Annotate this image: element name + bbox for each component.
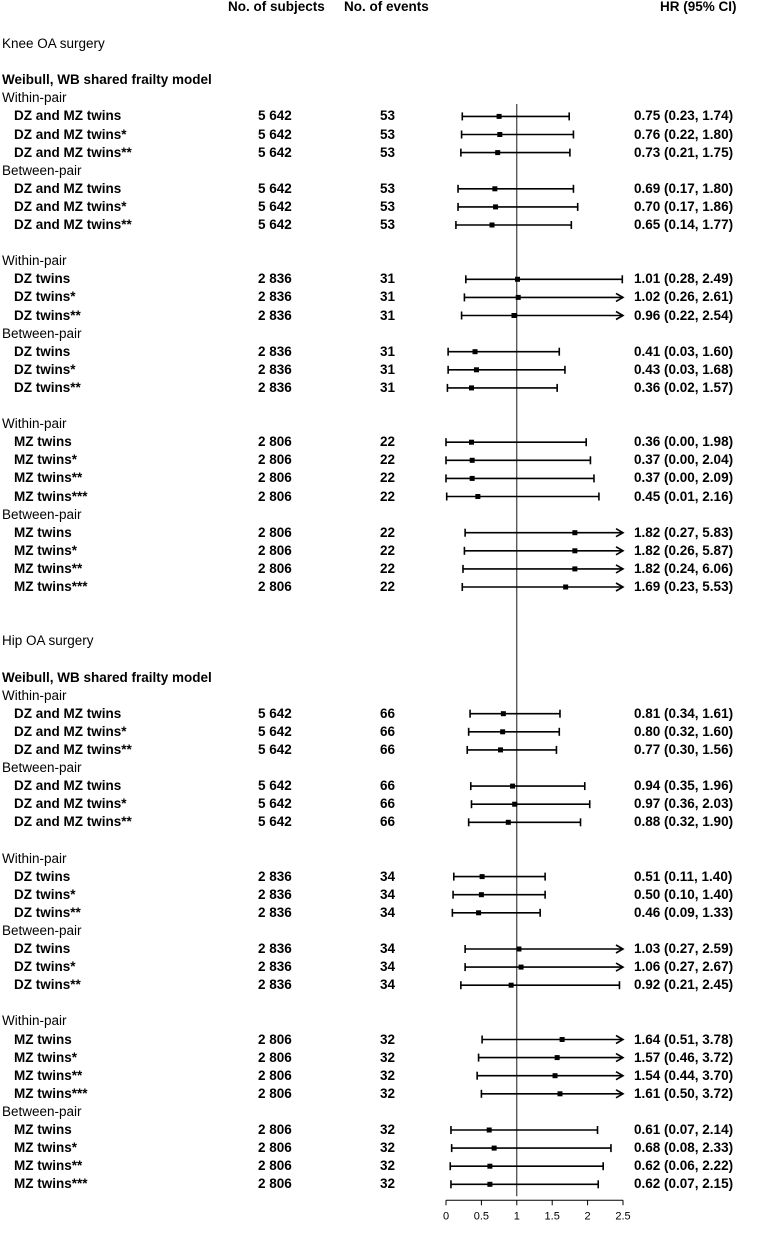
events-count: 66 [380, 723, 396, 739]
hr-ci-text: 0.51 (0.11, 1.40) [634, 868, 733, 884]
hr-ci-text: 1.02 (0.26, 2.61) [634, 289, 734, 305]
point-estimate [553, 1073, 558, 1078]
hr-ci-text: 0.62 (0.07, 2.15) [634, 1176, 734, 1192]
row-label: DZ and MZ twins** [14, 217, 132, 232]
row-label: MZ twins* [14, 452, 77, 468]
subjects-count: 2 806 [258, 1049, 292, 1065]
events-count: 53 [380, 144, 396, 160]
subjects-count: 2 806 [258, 560, 292, 576]
subjects-count: 5 642 [258, 778, 292, 794]
point-estimate [563, 585, 568, 590]
point-estimate [493, 204, 498, 209]
events-count: 22 [380, 470, 396, 486]
subjects-count: 2 806 [258, 470, 292, 486]
point-estimate [490, 223, 495, 228]
row-label: DZ and MZ twins** [14, 144, 132, 160]
events-count: 22 [380, 524, 396, 540]
point-estimate [497, 132, 502, 137]
events-count: 22 [380, 560, 396, 576]
subjects-count: 2 836 [258, 886, 292, 902]
subjects-count: 2 806 [258, 488, 292, 504]
x-tick-label: 1 [513, 1210, 520, 1223]
row-label: DZ and MZ twins* [14, 796, 127, 812]
hr-ci-text: 0.37 (0.00, 2.04) [634, 452, 734, 468]
x-tick-label: 2 [584, 1210, 591, 1223]
point-estimate [572, 548, 577, 553]
subjects-count: 2 836 [258, 307, 292, 323]
point-estimate [519, 965, 524, 970]
hr-ci-text: 1.61 (0.50, 3.72) [634, 1085, 734, 1101]
subjects-count: 5 642 [258, 180, 292, 196]
point-estimate [480, 874, 485, 879]
subjects-count: 2 806 [258, 524, 292, 540]
group-label: Within-pair [2, 253, 67, 269]
subjects-count: 2 836 [258, 361, 292, 377]
events-count: 22 [380, 488, 396, 504]
hr-ci-text: 0.92 (0.21, 2.45) [634, 977, 734, 993]
hr-ci-text: 1.69 (0.23, 5.53) [634, 579, 734, 594]
point-estimate [470, 476, 475, 481]
hr-ci-text: 0.50 (0.10, 1.40) [634, 886, 734, 902]
row-label: MZ twins* [14, 542, 77, 558]
row-label: MZ twins*** [14, 579, 88, 594]
subjects-count: 5 642 [258, 705, 292, 721]
point-estimate [492, 186, 497, 191]
hr-ci-text: 0.76 (0.22, 1.80) [634, 126, 734, 142]
subjects-count: 2 836 [258, 941, 292, 956]
group-label: Between-pair [2, 506, 82, 522]
subjects-count: 2 836 [258, 343, 292, 359]
point-estimate [506, 820, 511, 825]
events-count: 66 [380, 705, 396, 721]
events-count: 34 [380, 941, 396, 956]
group-label: Within-pair [2, 850, 67, 866]
events-count: 32 [380, 1049, 396, 1065]
section-title: Knee OA surgery [2, 36, 105, 51]
row-label: DZ twins** [14, 904, 81, 920]
hr-ci-text: 1.54 (0.44, 3.70) [634, 1067, 734, 1083]
point-estimate [497, 114, 502, 119]
point-estimate [501, 711, 506, 716]
events-count: 32 [380, 1085, 396, 1101]
group-label: Within-pair [2, 416, 67, 432]
subjects-count: 5 642 [258, 108, 292, 124]
row-label: MZ twins*** [14, 1085, 88, 1101]
events-count: 34 [380, 959, 396, 975]
events-count: 32 [380, 1140, 396, 1156]
hr-ci-text: 0.65 (0.14, 1.77) [634, 217, 734, 232]
row-label: DZ twins [14, 343, 71, 359]
row-label: DZ and MZ twins [14, 108, 122, 124]
subjects-count: 2 806 [258, 1176, 292, 1192]
row-label: DZ twins** [14, 379, 81, 395]
subjects-count: 2 806 [258, 579, 292, 594]
point-estimate [487, 1164, 492, 1169]
events-count: 66 [380, 741, 396, 757]
row-label: MZ twins** [14, 1067, 83, 1083]
point-estimate [498, 747, 503, 752]
row-label: MZ twins*** [14, 1176, 88, 1192]
hr-ci-text: 1.57 (0.46, 3.72) [634, 1049, 734, 1065]
subjects-count: 5 642 [258, 741, 292, 757]
row-label: DZ and MZ twins [14, 180, 122, 196]
model-label: Weibull, WB shared frailty model [2, 669, 212, 685]
row-label: DZ twins* [14, 289, 76, 305]
hr-ci-text: 0.37 (0.00, 2.09) [634, 470, 734, 486]
row-label: DZ and MZ twins* [14, 126, 127, 142]
events-count: 53 [380, 217, 396, 232]
subjects-count: 5 642 [258, 144, 292, 160]
point-estimate [470, 458, 475, 463]
events-count: 53 [380, 198, 396, 214]
subjects-count: 2 806 [258, 1031, 292, 1047]
events-count: 22 [380, 434, 396, 450]
point-estimate [473, 349, 478, 354]
row-label: DZ twins** [14, 307, 81, 323]
row-label: MZ twins** [14, 1158, 83, 1174]
events-count: 31 [380, 289, 396, 305]
model-label: Weibull, WB shared frailty model [2, 72, 212, 88]
events-count: 22 [380, 542, 396, 558]
events-count: 53 [380, 126, 396, 142]
subjects-count: 2 836 [258, 868, 292, 884]
hr-ci-text: 0.43 (0.03, 1.68) [634, 361, 734, 377]
hr-ci-text: 0.36 (0.02, 1.57) [634, 379, 734, 395]
events-count: 22 [380, 579, 396, 594]
events-count: 31 [380, 379, 396, 395]
hr-ci-text: 0.73 (0.21, 1.75) [634, 144, 734, 160]
row-label: MZ twins [14, 434, 72, 450]
hr-ci-text: 0.77 (0.30, 1.56) [634, 741, 734, 757]
row-label: MZ twins [14, 1031, 72, 1047]
subjects-count: 2 836 [258, 959, 292, 975]
hr-ci-text: 1.64 (0.51, 3.78) [634, 1031, 734, 1047]
hr-ci-text: 0.69 (0.17, 1.80) [634, 180, 734, 196]
row-label: DZ twins** [14, 977, 81, 993]
events-count: 66 [380, 778, 396, 794]
hr-ci-text: 1.06 (0.27, 2.67) [634, 959, 734, 975]
group-label: Within-pair [2, 90, 67, 106]
point-estimate [487, 1182, 492, 1187]
row-label: DZ and MZ twins [14, 778, 122, 794]
hr-ci-text: 1.03 (0.27, 2.59) [634, 941, 734, 956]
hr-ci-text: 0.46 (0.09, 1.33) [634, 904, 734, 920]
events-count: 34 [380, 886, 396, 902]
subjects-count: 5 642 [258, 723, 292, 739]
point-estimate [487, 1128, 492, 1133]
hr-ci-text: 0.68 (0.08, 2.33) [634, 1140, 734, 1156]
row-label: MZ twins** [14, 470, 83, 486]
row-label: DZ and MZ twins** [14, 814, 132, 830]
header-hr: HR (95% CI) [660, 0, 737, 14]
events-count: 32 [380, 1176, 396, 1192]
hr-ci-text: 0.81 (0.34, 1.61) [634, 705, 734, 721]
hr-ci-text: 0.94 (0.35, 1.96) [634, 778, 734, 794]
group-label: Between-pair [2, 1103, 82, 1119]
group-label: Within-pair [2, 1013, 67, 1029]
subjects-count: 5 642 [258, 198, 292, 214]
subjects-count: 2 806 [258, 434, 292, 450]
hr-ci-text: 0.61 (0.07, 2.14) [634, 1122, 734, 1137]
events-count: 32 [380, 1158, 396, 1174]
row-label: MZ twins* [14, 1049, 77, 1065]
subjects-count: 2 836 [258, 289, 292, 305]
point-estimate [475, 494, 480, 499]
x-tick-label: 2.5 [615, 1210, 631, 1223]
subjects-count: 2 806 [258, 452, 292, 468]
hr-ci-text: 0.36 (0.00, 1.98) [634, 434, 734, 450]
row-label: DZ and MZ twins* [14, 723, 127, 739]
header-events: No. of events [344, 0, 429, 14]
point-estimate [492, 1146, 497, 1151]
point-estimate [469, 385, 474, 390]
subjects-count: 2 806 [258, 1122, 292, 1137]
row-label: DZ twins* [14, 959, 76, 975]
subjects-count: 5 642 [258, 126, 292, 142]
events-count: 31 [380, 307, 396, 323]
subjects-count: 5 642 [258, 217, 292, 232]
row-label: DZ twins* [14, 361, 76, 377]
subjects-count: 5 642 [258, 814, 292, 830]
hr-ci-text: 0.41 (0.03, 1.60) [634, 343, 734, 359]
events-count: 34 [380, 977, 396, 993]
group-label: Between-pair [2, 760, 82, 775]
row-label: MZ twins [14, 1122, 72, 1137]
point-estimate [572, 566, 577, 571]
hr-ci-text: 1.82 (0.27, 5.83) [634, 524, 734, 540]
subjects-count: 2 806 [258, 1067, 292, 1083]
point-estimate [510, 784, 515, 789]
events-count: 32 [380, 1067, 396, 1083]
row-label: DZ twins [14, 941, 71, 956]
row-label: MZ twins [14, 524, 72, 540]
hr-ci-text: 0.70 (0.17, 1.86) [634, 198, 734, 214]
point-estimate [509, 983, 514, 988]
point-estimate [515, 277, 520, 282]
subjects-count: 2 806 [258, 1140, 292, 1156]
row-label: DZ twins [14, 271, 71, 287]
header-subjects: No. of subjects [228, 0, 325, 14]
point-estimate [572, 530, 577, 535]
events-count: 34 [380, 904, 396, 920]
events-count: 66 [380, 796, 396, 812]
subjects-count: 2 806 [258, 542, 292, 558]
group-label: Between-pair [2, 325, 82, 341]
hr-ci-text: 0.88 (0.32, 1.90) [634, 814, 734, 830]
events-count: 32 [380, 1031, 396, 1047]
row-label: MZ twins* [14, 1140, 77, 1156]
events-count: 31 [380, 361, 396, 377]
point-estimate [476, 910, 481, 915]
point-estimate [511, 313, 516, 318]
x-tick-label: 0.5 [473, 1210, 490, 1223]
row-label: DZ twins* [14, 886, 76, 902]
subjects-count: 2 836 [258, 977, 292, 993]
events-count: 31 [380, 343, 396, 359]
point-estimate [479, 892, 484, 897]
x-tick-label: 0 [442, 1210, 450, 1223]
subjects-count: 2 806 [258, 1085, 292, 1101]
point-estimate [474, 367, 479, 372]
row-label: MZ twins*** [14, 488, 88, 504]
point-estimate [557, 1091, 562, 1096]
row-label: DZ and MZ twins** [14, 741, 132, 757]
row-label: DZ twins [14, 868, 71, 884]
events-count: 34 [380, 868, 396, 884]
hr-ci-text: 1.82 (0.24, 6.06) [634, 560, 734, 576]
point-estimate [495, 150, 500, 155]
point-estimate [500, 729, 505, 734]
x-tick-label: 1.5 [544, 1210, 560, 1223]
row-label: DZ and MZ twins [14, 705, 122, 721]
events-count: 66 [380, 814, 396, 830]
subjects-count: 2 806 [258, 1158, 292, 1174]
hr-ci-text: 0.97 (0.36, 2.03) [634, 796, 734, 812]
events-count: 31 [380, 271, 396, 287]
hr-ci-text: 0.96 (0.22, 2.54) [634, 307, 734, 323]
hr-ci-text: 0.62 (0.06, 2.22) [634, 1158, 734, 1174]
row-label: MZ twins** [14, 560, 83, 576]
subjects-count: 2 836 [258, 271, 292, 287]
events-count: 53 [380, 108, 396, 124]
subjects-count: 2 836 [258, 904, 292, 920]
group-label: Between-pair [2, 162, 82, 178]
hr-ci-text: 1.82 (0.26, 5.87) [634, 542, 734, 558]
subjects-count: 5 642 [258, 796, 292, 812]
subjects-count: 2 836 [258, 379, 292, 395]
events-count: 22 [380, 452, 396, 468]
hr-ci-text: 0.80 (0.32, 1.60) [634, 723, 734, 739]
point-estimate [469, 440, 474, 445]
hr-ci-text: 0.75 (0.23, 1.74) [634, 108, 734, 124]
events-count: 32 [380, 1122, 396, 1137]
group-label: Between-pair [2, 922, 82, 938]
events-count: 53 [380, 180, 396, 196]
row-label: DZ and MZ twins* [14, 198, 127, 214]
hr-ci-text: 1.01 (0.28, 2.49) [634, 271, 734, 287]
hr-ci-text: 0.45 (0.01, 2.16) [634, 488, 734, 504]
group-label: Within-pair [2, 687, 67, 703]
point-estimate [555, 1055, 560, 1060]
point-estimate [560, 1037, 565, 1042]
section-title: Hip OA surgery [2, 633, 94, 649]
